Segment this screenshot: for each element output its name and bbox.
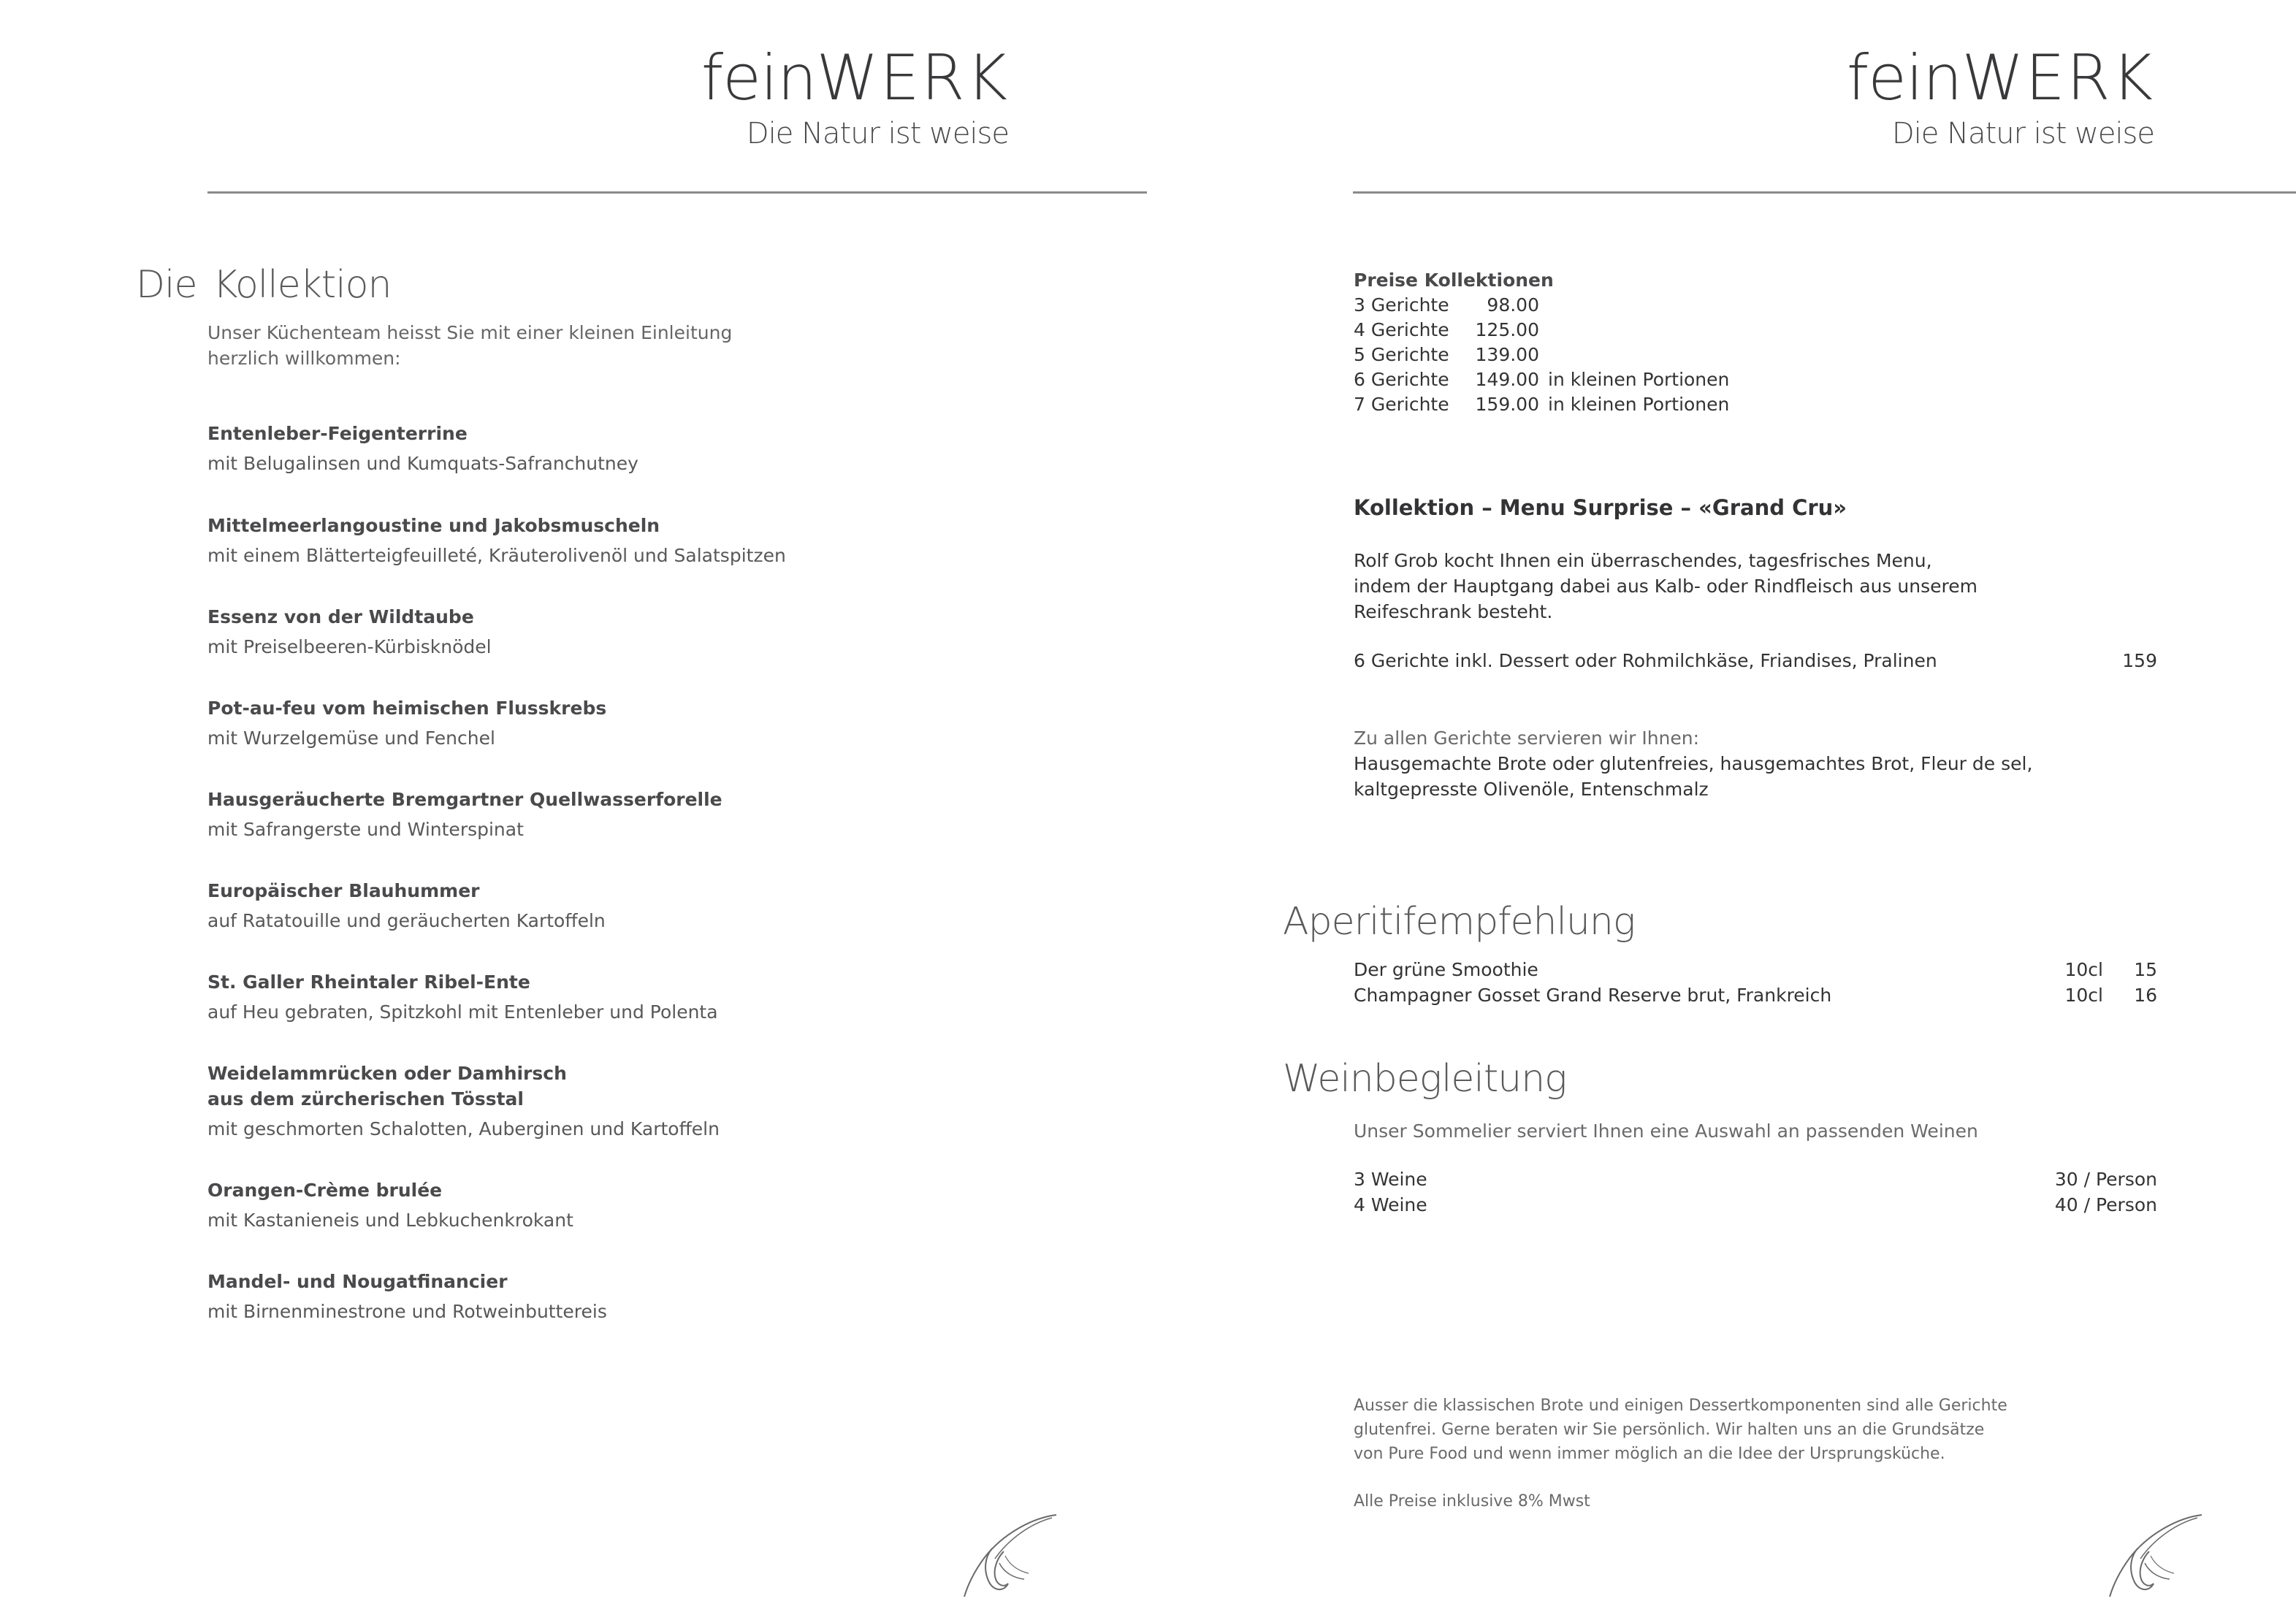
- dish-description: mit Preiselbeeren-Kürbisknödel: [207, 636, 492, 657]
- wine-intro: Unser Sommelier serviert Ihnen eine Auswahl an passenden Weinen: [1354, 1120, 1978, 1142]
- brand-name: feinWERK: [701, 42, 1009, 115]
- dish-name: Essenz von der Wildtaube: [207, 606, 474, 627]
- dish-item: [207, 787, 1011, 842]
- dish-description: mit geschmorten Schalotten, Auberginen und Kartoffeln: [207, 1118, 720, 1139]
- price-row: 4 Gerichte 125.00: [1354, 319, 1539, 340]
- dish-name: Orangen-Crème brulée: [207, 1180, 443, 1201]
- dish-item: [207, 1269, 1011, 1324]
- bird-emblem-icon: [963, 1512, 1058, 1600]
- dish-item: [207, 513, 1011, 568]
- wine-row: 3 Weine 30 / Person: [1354, 1169, 2157, 1190]
- dish-description: mit Birnenminestrone und Rotweinbuttereis: [207, 1301, 607, 1322]
- header-divider: [207, 191, 1147, 194]
- dish-description: auf Heu gebraten, Spitzkohl mit Entenleber und Polenta: [207, 1001, 718, 1023]
- dish-name: Europäischer Blauhummer: [207, 880, 480, 901]
- dish-name: Hausgeräucherte Bremgartner Quellwasserforelle: [207, 789, 722, 810]
- price-row: 7 Gerichte 159.00 in kleinen Portionen: [1354, 394, 1730, 415]
- price-row: 5 Gerichte 139.00: [1354, 344, 1539, 365]
- surprise-menu-title: Kollektion – Menu Surprise – «Grand Cru»: [1354, 495, 1847, 520]
- dish-item: [207, 969, 1011, 1025]
- dish-description: mit Safrangerste und Winterspinat: [207, 819, 524, 840]
- dish-name: Weidelammrücken oder Damhirsch: [207, 1063, 567, 1084]
- dish-name: Pot-au-feu vom heimischen Flusskrebs: [207, 698, 607, 719]
- surprise-menu: [1354, 494, 2157, 673]
- surprise-menu-price: 159: [2122, 650, 2157, 671]
- aperitif-list: [1354, 957, 2157, 1008]
- dish-description: auf Ratatouille und geräucherten Kartoffeln: [207, 910, 606, 931]
- dish-item: [207, 695, 1011, 751]
- dish-name: St. Galler Rheintaler Ribel-Ente: [207, 971, 530, 993]
- section-title-kollektion: Die Kollektion: [136, 263, 392, 307]
- price-list: [1354, 268, 2011, 417]
- dish-description: mit Kastanieneis und Lebkuchenkrokant: [207, 1210, 573, 1231]
- brand-logo: [701, 42, 1009, 150]
- dish-name: Mittelmeerlangoustine und Jakobsmuscheln: [207, 515, 660, 536]
- wine-row: 4 Weine 40 / Person: [1354, 1194, 2157, 1215]
- dish-name: Mandel- und Nougatfinancier: [207, 1271, 508, 1292]
- price-list-title: Preise Kollektionen: [1354, 270, 1554, 291]
- dish-item: [207, 1177, 1011, 1233]
- vat-note: Alle Preise inklusive 8% Mwst: [1354, 1492, 1590, 1511]
- surprise-menu-offer: 6 Gerichte inkl. Dessert oder Rohmilchkäse, Friandises, Pralinen 159: [1354, 648, 2157, 673]
- bird-emblem-icon: [2108, 1512, 2203, 1600]
- dish-item: [207, 1061, 1011, 1142]
- footnote: Ausser die klassischen Brote und einigen Dessertkomponenten sind alle Gerichte glutenfrei. Gerne beraten wir Sie persönlich. Wir halten uns an die Grundsätze von Pure Food und wenn immer möglich an die Idee der Ursprungsküche. Alle Preise inklusive 8% Mwst: [1354, 1394, 2084, 1513]
- brand-name: feinWERK: [1846, 42, 2154, 115]
- section-title-weinbegleitung: Weinbegleitung: [1283, 1057, 1567, 1101]
- wine-list: [1354, 1118, 2157, 1218]
- dish-description: mit Wurzelgemüse und Fenchel: [207, 728, 495, 749]
- surprise-menu-description: Rolf Grob kocht Ihnen ein überraschendes, tagesfrisches Menu, indem der Hauptgang dabei aus Kalb- oder Rindfleisch aus unserem Reifeschrank besteht.: [1354, 550, 1977, 622]
- bread-info: Zu allen Gerichte servieren wir Ihnen: Hausgemachte Brote oder glutenfreies, hausgemachtes Brot, Fleur de sel, kaltgepresste Olivenöle, Entenschmalz: [1354, 728, 2033, 800]
- price-row: 6 Gerichte 149.00 in kleinen Portionen: [1354, 369, 1730, 390]
- aperitif-row: Champagner Gosset Grand Reserve brut, Frankreich 10cl 16: [1354, 985, 2157, 1006]
- dish-name: Entenleber-Feigenterrine: [207, 423, 468, 444]
- brand-tagline: Die Natur ist weise: [1891, 117, 2154, 150]
- brand-tagline: Die Natur ist weise: [746, 117, 1009, 150]
- menu-page-right: [1148, 0, 2296, 1623]
- price-row: 3 Gerichte 98.00: [1354, 294, 1539, 316]
- dish-description: mit einem Blätterteigfeuilleté, Kräuterolivenöl und Salatspitzen: [207, 545, 786, 566]
- dish-description: mit Belugalinsen und Kumquats-Safranchutney: [207, 453, 638, 474]
- dish-item: [207, 421, 1011, 476]
- section-title-aperitif: Aperitifempfehlung: [1283, 900, 1636, 944]
- dish-item: [207, 604, 1011, 660]
- dish-name-line2: aus dem zürcherischen Tösstal: [207, 1088, 524, 1110]
- intro-text: Unser Küchenteam heisst Sie mit einer kleinen Einleitung herzlich willkommen:: [207, 322, 733, 369]
- header-divider: [1353, 191, 2296, 194]
- aperitif-row: Der grüne Smoothie 10cl 15: [1354, 959, 2157, 980]
- dish-item: [207, 878, 1011, 933]
- brand-logo: [1846, 42, 2154, 150]
